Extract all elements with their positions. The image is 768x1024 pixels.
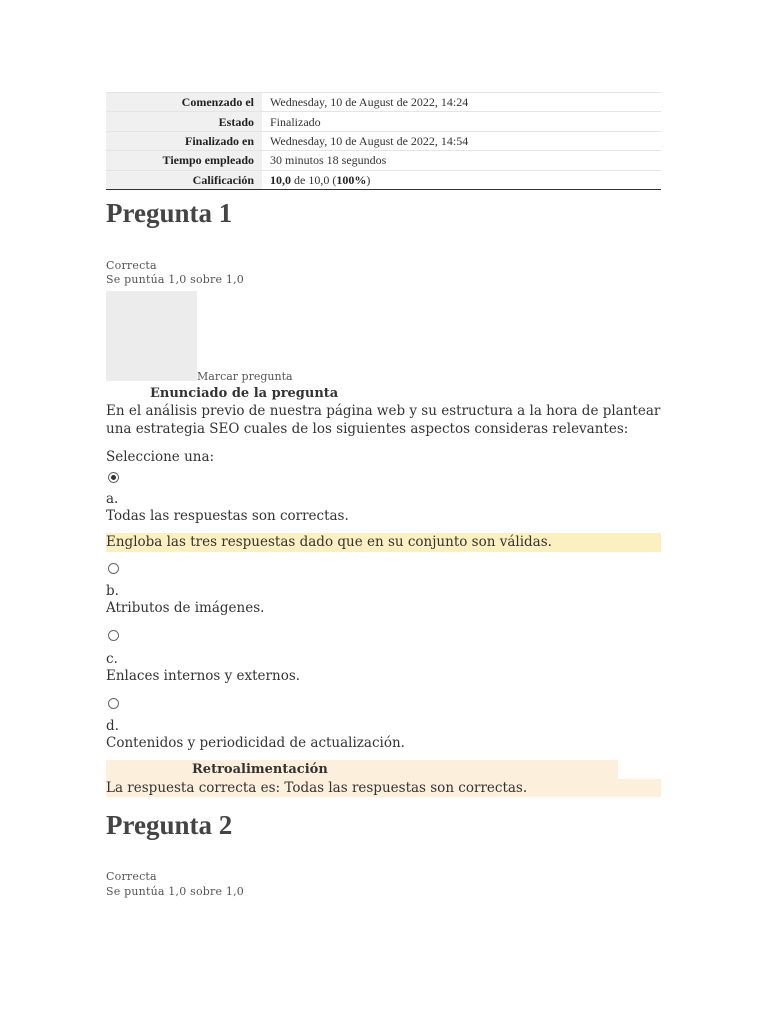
question-2-score: Se puntúa 1,0 sobre 1,0 — [106, 885, 244, 898]
option-b-letter: b. — [106, 583, 119, 599]
summary-label: Estado — [106, 112, 262, 131]
feedback-heading: Retroalimentación — [192, 762, 328, 777]
option-d-text: Contenidos y periodicidad de actualización. — [106, 735, 405, 751]
summary-label: Tiempo empleado — [106, 151, 262, 170]
summary-row-time — [106, 151, 661, 170]
question-1-status: Correcta — [106, 259, 157, 272]
question-1-score: Se puntúa 1,0 sobre 1,0 — [106, 273, 244, 286]
grade-close: ) — [366, 172, 371, 187]
select-one-prompt: Seleccione una: — [106, 449, 215, 465]
summary-label: Calificación — [106, 170, 262, 189]
grade-of-text: de 10,0 ( — [291, 172, 337, 187]
summary-label: Finalizado en — [106, 131, 262, 150]
summary-row-finished — [106, 131, 661, 150]
option-c-radio[interactable] — [108, 630, 119, 641]
summary-value: Finalizado — [262, 112, 661, 131]
option-b-text: Atributos de imágenes. — [106, 600, 265, 616]
flag-icon[interactable] — [106, 291, 197, 381]
summary-value: Wednesday, 10 de August de 2022, 14:54 — [262, 131, 661, 150]
flag-question-link[interactable]: Marcar pregunta — [197, 370, 293, 383]
option-c-letter: c. — [106, 651, 118, 667]
grade-percent: 100% — [336, 172, 367, 187]
grade-score: 10,0 — [270, 172, 291, 187]
summary-row-grade — [106, 170, 661, 189]
attempt-summary-table — [106, 92, 661, 190]
option-d-letter: d. — [106, 718, 119, 734]
summary-value: 30 minutos 18 segundos — [262, 151, 661, 170]
summary-label: Comenzado el — [106, 93, 262, 112]
question-1-text: En el análisis previo de nuestra página web y su estructura a la hora de plantear una estrategia SEO cuales de los siguientes aspectos consideras relevantes: — [106, 403, 661, 437]
option-a-letter: a. — [106, 491, 119, 507]
question-1-title: Pregunta 1 — [106, 198, 233, 228]
option-d-radio[interactable] — [108, 698, 119, 709]
summary-row-started — [106, 93, 661, 112]
specific-feedback: Engloba las tres respuestas dado que en su conjunto son válidas. — [106, 533, 661, 552]
statement-heading: Enunciado de la pregunta — [150, 386, 339, 401]
option-a-radio[interactable] — [108, 472, 119, 483]
option-c-text: Enlaces internos y externos. — [106, 668, 301, 684]
question-2-title: Pregunta 2 — [106, 810, 233, 840]
grade-value — [262, 170, 661, 189]
general-feedback: La respuesta correcta es: Todas las respuestas son correctas. — [106, 779, 661, 797]
summary-row-state — [106, 112, 661, 131]
feedback-heading-bar — [106, 760, 618, 779]
option-b-radio[interactable] — [108, 563, 119, 574]
question-2-status: Correcta — [106, 870, 157, 883]
option-a-text: Todas las respuestas son correctas. — [106, 508, 349, 524]
summary-value: Wednesday, 10 de August de 2022, 14:24 — [262, 93, 661, 112]
